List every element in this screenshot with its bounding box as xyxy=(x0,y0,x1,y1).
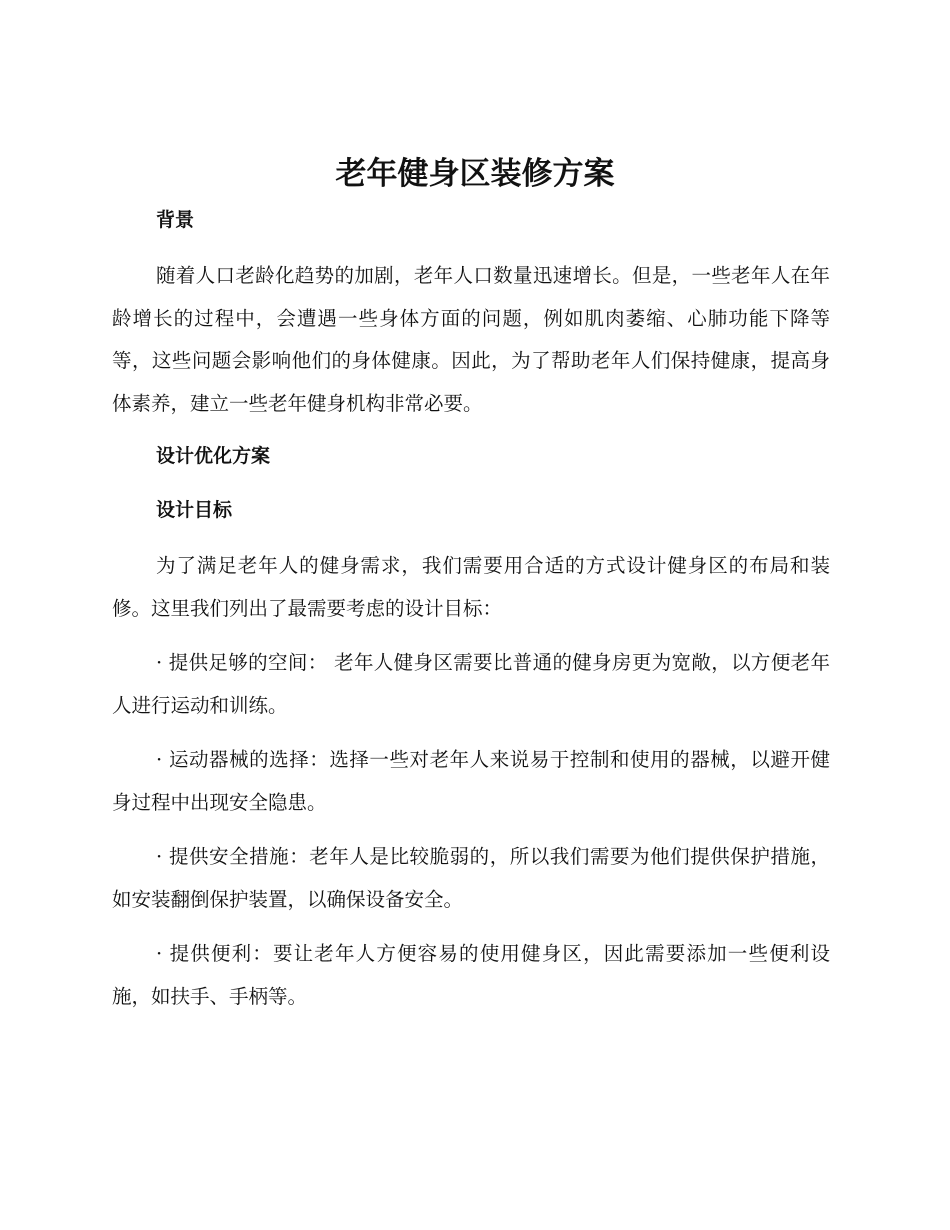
background-paragraph: 随着人口老龄化趋势的加剧，老年人口数量迅速增长。但是，一些老年人在年龄增长的过程中，会遭遇一些身体方面的问题，例如肌肉萎缩、心肺功能下降等等，这些问题会影响他们的身体健康。因此，为了帮助老年人们保持健康，提高身体素养，建立一些老年健身机构非常必要。 xyxy=(112,264,830,415)
goal-bullet-space: · 提供足够的空间： 老年人健身区需要比普通的健身房更为宽敞，以方便老年人进行运动和训练。 xyxy=(112,651,830,717)
document-body xyxy=(112,203,830,1030)
goal-bullet-equipment: · 运动器械的选择：选择一些对老年人来说易于控制和使用的器械，以避开健身过程中出现安全隐患。 xyxy=(112,748,830,814)
goal-bullet-safety: · 提供安全措施：老年人是比较脆弱的，所以我们需要为他们提供保护措施，如安装翻倒保护装置，以确保设备安全。 xyxy=(112,845,830,911)
background-heading: 背景 xyxy=(156,209,195,231)
optimization-heading: 设计优化方案 xyxy=(156,445,271,467)
goal-bullet-convenience: · 提供便利：要让老年人方便容易的使用健身区，因此需要添加一些便利设施，如扶手、手柄等。 xyxy=(112,942,830,1008)
goals-intro-paragraph: 为了满足老年人的健身需求，我们需要用合适的方式设计健身区的布局和装修。这里我们列出了最需要考虑的设计目标： xyxy=(112,554,830,620)
goals-heading: 设计目标 xyxy=(156,499,233,521)
document-title: 老年健身区装修方案 xyxy=(335,156,615,192)
